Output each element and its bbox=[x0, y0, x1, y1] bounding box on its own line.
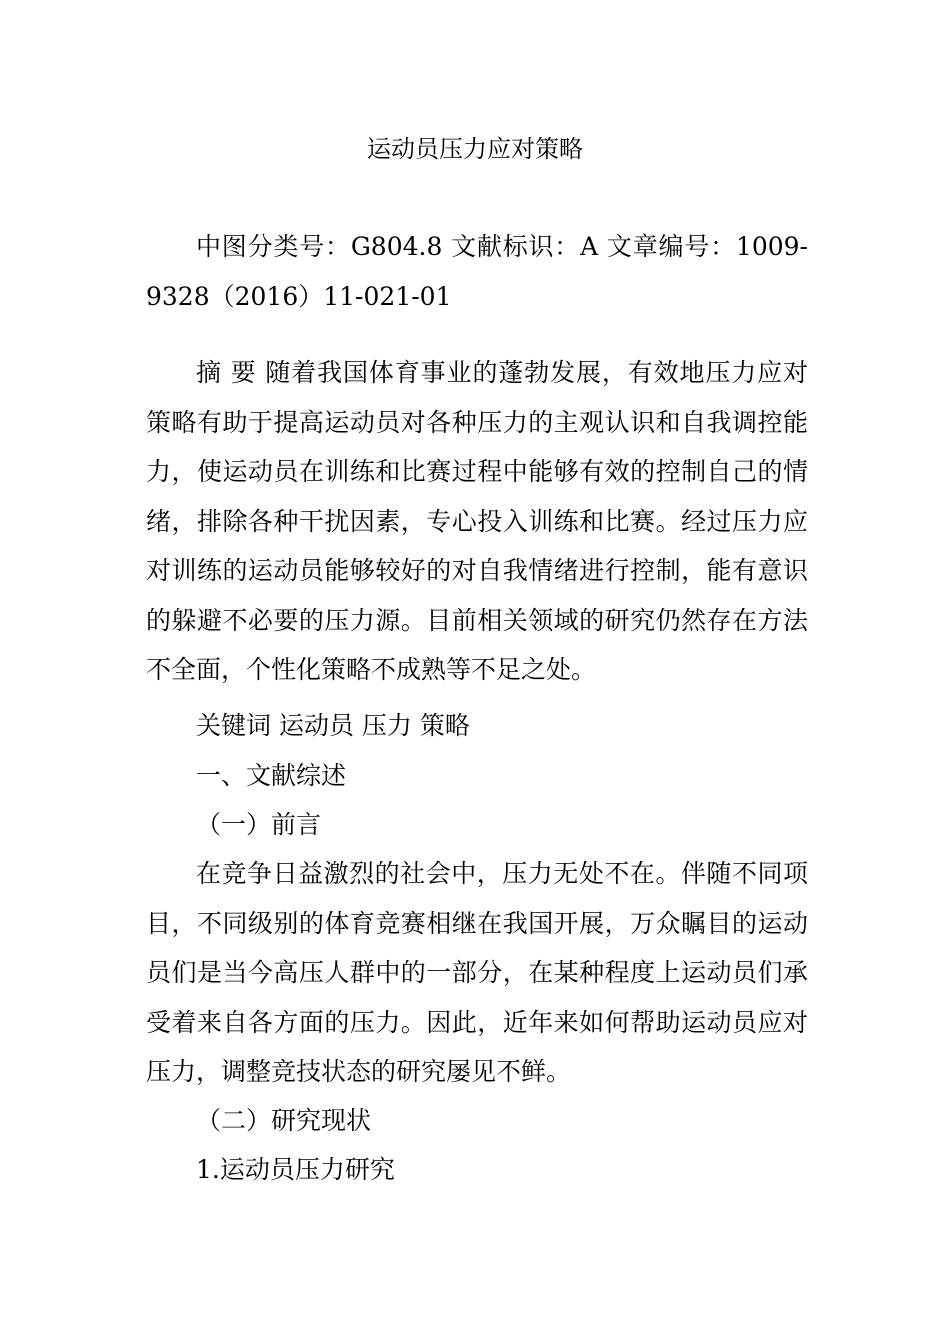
subsubsection-heading-athlete-stress: 1.运动员压力研究 bbox=[196, 1155, 395, 1184]
abstract-paragraph: 摘 要 随着我国体育事业的蓬勃发展，有效地压力应对策略有助于提高运动员对各种压力的主观认识和自我调控能力，使运动员在训练和比赛过程中能够有效的控制自己的情绪，排除各种干扰因素，专心投入训练和比赛。经过压力应对训练的运动员能够较好的对自我情绪进行控制，能有意识的躲避不必要的压力源。目前相关领域的研究仍然存在方法不全面，个性化策略不成熟等不足之处。 bbox=[146, 358, 808, 684]
classification-info: 中图分类号：G804.8 文献标识：A 文章编号：1009-9328（2016）11-021-01 bbox=[146, 232, 808, 311]
subsection-heading-research-status: （二）研究现状 bbox=[196, 1106, 372, 1135]
section-heading-literature-review: 一、文献综述 bbox=[196, 761, 347, 790]
preface-paragraph: 在竞争日益激烈的社会中，压力无处不在。伴随不同项目，不同级别的体育竞赛相继在我国开展，万众瞩目的运动员们是当今高压人群中的一部分，在某种程度上运动员们承受着来自各方面的压力。因此，近年来如何帮助运动员应对压力，调整竞技状态的研究屡见不鲜。 bbox=[146, 859, 808, 1086]
subsection-heading-preface: （一）前言 bbox=[196, 810, 322, 839]
keywords-line: 关键词 运动员 压力 策略 bbox=[196, 711, 470, 740]
document-title: 运动员压力应对策略 bbox=[367, 135, 583, 163]
